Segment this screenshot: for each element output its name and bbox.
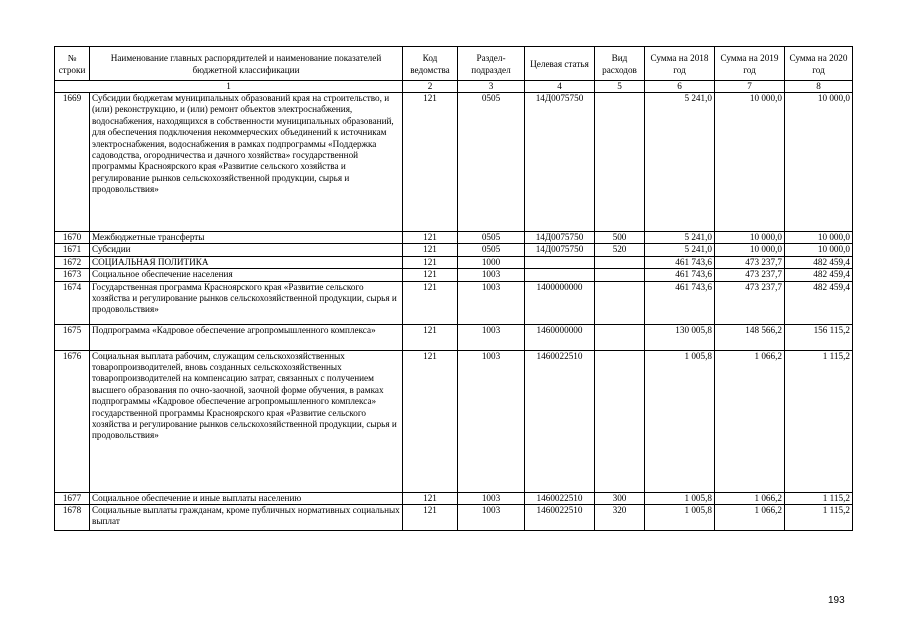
- table-row: [55, 324, 853, 350]
- budget-table: [54, 46, 853, 531]
- row-dept-code: 121: [403, 281, 458, 324]
- row-dept-code: 121: [403, 232, 458, 244]
- column-number: 5: [595, 81, 645, 93]
- row-sum-2018: 5 241,0: [645, 244, 715, 256]
- row-sum-2018: 461 743,6: [645, 269, 715, 281]
- row-exp-type: [595, 256, 645, 268]
- row-dept-code: 121: [403, 256, 458, 268]
- row-target: 1460022510: [525, 505, 595, 531]
- column-number: 3: [458, 81, 525, 93]
- row-section: 0505: [458, 232, 525, 244]
- row-section: 1003: [458, 492, 525, 504]
- header-row-no: № строки: [55, 47, 90, 81]
- row-exp-type: 320: [595, 505, 645, 531]
- row-sum-2020: 10 000,0: [785, 93, 853, 232]
- row-target: 1460022510: [525, 350, 595, 492]
- row-sum-2019: 10 000,0: [715, 232, 785, 244]
- row-sum-2018: 5 241,0: [645, 232, 715, 244]
- table-row: [55, 505, 853, 531]
- row-sum-2019: 10 000,0: [715, 244, 785, 256]
- row-name: Субсидии бюджетам муниципальных образований края на строительство, и (или) реконструкцию, и (или) ремонт объектов электроснабжения, водоснабжения, находящихся в собственности муниципальных образований, для обеспечения подключения некоммерческих объединений к источникам электроснабжения, водоснабжения в рамках подпрограммы «Поддержка садоводства, огородничества и дачного хозяйства» государственной программы Красноярского края «Развитие сельского хозяйства и регулирование рынков сельскохозяйственной продукции, сырья и продовольствия»: [90, 93, 403, 232]
- column-number: 8: [785, 81, 853, 93]
- header-exp-type: Вид расходов: [595, 47, 645, 81]
- row-exp-type: [595, 93, 645, 232]
- column-number-row: [55, 81, 853, 93]
- row-sum-2019: 10 000,0: [715, 93, 785, 232]
- row-target: 14Д0075750: [525, 93, 595, 232]
- row-number: 1676: [55, 350, 90, 492]
- row-exp-type: [595, 281, 645, 324]
- row-sum-2019: 473 237,7: [715, 256, 785, 268]
- column-number: 6: [645, 81, 715, 93]
- row-section: 1000: [458, 256, 525, 268]
- row-number: 1671: [55, 244, 90, 256]
- row-target: 14Д0075750: [525, 232, 595, 244]
- row-target: [525, 256, 595, 268]
- row-sum-2018: 1 005,8: [645, 505, 715, 531]
- row-number: 1675: [55, 324, 90, 350]
- table-row: [55, 232, 853, 244]
- row-exp-type: [595, 269, 645, 281]
- row-sum-2019: 473 237,7: [715, 269, 785, 281]
- row-sum-2018: 461 743,6: [645, 256, 715, 268]
- row-section: 1003: [458, 505, 525, 531]
- row-dept-code: 121: [403, 324, 458, 350]
- row-section: 1003: [458, 324, 525, 350]
- column-number: 7: [715, 81, 785, 93]
- row-exp-type: [595, 350, 645, 492]
- row-sum-2020: 1 115,2: [785, 505, 853, 531]
- row-dept-code: 121: [403, 505, 458, 531]
- table-row: [55, 492, 853, 504]
- row-sum-2019: 148 566,2: [715, 324, 785, 350]
- row-target: 1460022510: [525, 492, 595, 504]
- row-sum-2020: 482 459,4: [785, 269, 853, 281]
- table-row: [55, 281, 853, 324]
- row-dept-code: 121: [403, 269, 458, 281]
- table-row: [55, 350, 853, 492]
- row-sum-2018: 130 005,8: [645, 324, 715, 350]
- page-number: 193: [828, 595, 845, 606]
- row-name: СОЦИАЛЬНАЯ ПОЛИТИКА: [90, 256, 403, 268]
- row-sum-2019: 1 066,2: [715, 505, 785, 531]
- row-sum-2020: 10 000,0: [785, 232, 853, 244]
- row-target: 1400000000: [525, 281, 595, 324]
- header-sum-2018: Сумма на 2018 год: [645, 47, 715, 81]
- row-target: [525, 269, 595, 281]
- row-dept-code: 121: [403, 93, 458, 232]
- row-name: Государственная программа Красноярского края «Развитие сельского хозяйства и регулирование рынков сельскохозяйственной продукции, сырья и продовольствия»: [90, 281, 403, 324]
- row-section: 1003: [458, 269, 525, 281]
- header-target: Целевая статья: [525, 47, 595, 81]
- row-number: 1672: [55, 256, 90, 268]
- column-number: 4: [525, 81, 595, 93]
- row-name: Социальные выплаты гражданам, кроме публичных нормативных социальных выплат: [90, 505, 403, 531]
- row-name: Социальное обеспечение и иные выплаты населению: [90, 492, 403, 504]
- row-sum-2020: 482 459,4: [785, 256, 853, 268]
- row-sum-2020: 10 000,0: [785, 244, 853, 256]
- row-sum-2018: 1 005,8: [645, 492, 715, 504]
- table-row: [55, 256, 853, 268]
- header-sum-2020: Сумма на 2020 год: [785, 47, 853, 81]
- header-section: Раздел-подраздел: [458, 47, 525, 81]
- header-sum-2019: Сумма на 2019 год: [715, 47, 785, 81]
- row-number: 1674: [55, 281, 90, 324]
- row-section: 1003: [458, 350, 525, 492]
- row-sum-2019: 1 066,2: [715, 492, 785, 504]
- header-name: Наименование главных распорядителей и наименование показателей бюджетной классификации: [90, 47, 403, 81]
- row-sum-2020: 1 115,2: [785, 492, 853, 504]
- row-sum-2019: 1 066,2: [715, 350, 785, 492]
- row-dept-code: 121: [403, 492, 458, 504]
- row-exp-type: 300: [595, 492, 645, 504]
- row-name: Социальная выплата рабочим, служащим сельскохозяйственных товаропроизводителей, вновь созданных сельскохозяйственных товаропроизводителей на компенсацию затрат, связанных с получением высшего образования по очно-заочной, заочной форме обучения, в рамках подпрограммы «Кадровое обеспечение агропромышленного комплекса» государственной программы Красноярского края «Развитие сельского хозяйства и регулирование рынков сельскохозяйственной продукции, сырья и продовольствия»: [90, 350, 403, 492]
- header-dept-code: Код ведомства: [403, 47, 458, 81]
- row-sum-2019: 473 237,7: [715, 281, 785, 324]
- row-name: Межбюджетные трансферты: [90, 232, 403, 244]
- row-dept-code: 121: [403, 244, 458, 256]
- row-sum-2020: 1 115,2: [785, 350, 853, 492]
- row-sum-2018: 5 241,0: [645, 93, 715, 232]
- row-exp-type: 500: [595, 232, 645, 244]
- row-section: 1003: [458, 281, 525, 324]
- row-number: 1677: [55, 492, 90, 504]
- row-section: 0505: [458, 93, 525, 232]
- row-number: 1670: [55, 232, 90, 244]
- row-name: Социальное обеспечение населения: [90, 269, 403, 281]
- table-row: [55, 93, 853, 232]
- table-row: [55, 244, 853, 256]
- header-row: [55, 47, 853, 81]
- column-number: 2: [403, 81, 458, 93]
- row-section: 0505: [458, 244, 525, 256]
- row-sum-2018: 461 743,6: [645, 281, 715, 324]
- row-name: Подпрограмма «Кадровое обеспечение агропромышленного комплекса»: [90, 324, 403, 350]
- row-target: 14Д0075750: [525, 244, 595, 256]
- row-sum-2018: 1 005,8: [645, 350, 715, 492]
- row-sum-2020: 482 459,4: [785, 281, 853, 324]
- column-number: 1: [55, 81, 403, 93]
- row-exp-type: 520: [595, 244, 645, 256]
- row-dept-code: 121: [403, 350, 458, 492]
- row-number: 1673: [55, 269, 90, 281]
- row-sum-2020: 156 115,2: [785, 324, 853, 350]
- row-exp-type: [595, 324, 645, 350]
- row-target: 1460000000: [525, 324, 595, 350]
- row-number: 1669: [55, 93, 90, 232]
- table-row: [55, 269, 853, 281]
- row-name: Субсидии: [90, 244, 403, 256]
- row-number: 1678: [55, 505, 90, 531]
